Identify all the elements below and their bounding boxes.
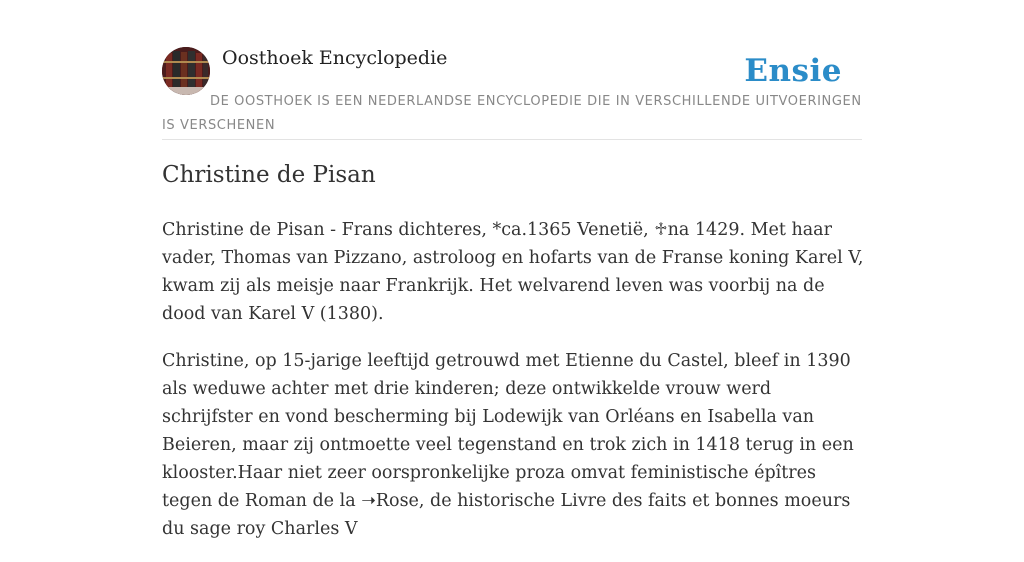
site-tagline: DE OOSTHOEK IS EEN NEDERLANDSE ENCYCLOPEDIE DIE IN VERSCHILLENDE UITVOERINGEN IS VERSCHENEN bbox=[162, 94, 862, 133]
ensie-logo-link[interactable]: Ensie bbox=[744, 53, 842, 89]
books-avatar-icon bbox=[162, 47, 210, 95]
article-body bbox=[162, 216, 864, 562]
header-divider bbox=[162, 139, 862, 140]
site-header bbox=[162, 0, 862, 140]
site-title-link[interactable]: Oosthoek Encyclopedie bbox=[222, 47, 448, 69]
page-container bbox=[162, 0, 864, 539]
article-paragraph: Christine, op 15-jarige leeftijd getrouwd met Etienne du Castel, bleef in 1390 als weduwe achter met drie kinderen; deze ontwikkelde vrouw werd schrijfster en vond bescherming bij Lodewijk van Orléans en Isabella van Beieren, maar zij ontmoette veel tegenstand en trok zich in 1418 terug in een klooster.Haar niet zeer oorspronkelijke proza omvat feministische épîtres tegen de Roman de la ➝Rose, de historische Livre des faits et bonnes moeurs du sage roy Charles V bbox=[162, 351, 854, 539]
site-avatar[interactable] bbox=[162, 47, 210, 95]
article-paragraph: Christine de Pisan - Frans dichteres, *ca.1365 Venetië, ♱na 1429. Met haar vader, Thomas van Pizzano, astroloog en hofarts van de Franse koning Karel V, kwam zij als meisje naar Frankrijk. Het welvarend leven was voorbij na de dood van Karel V (1380). bbox=[162, 220, 864, 324]
page-title: Christine de Pisan bbox=[162, 162, 376, 188]
